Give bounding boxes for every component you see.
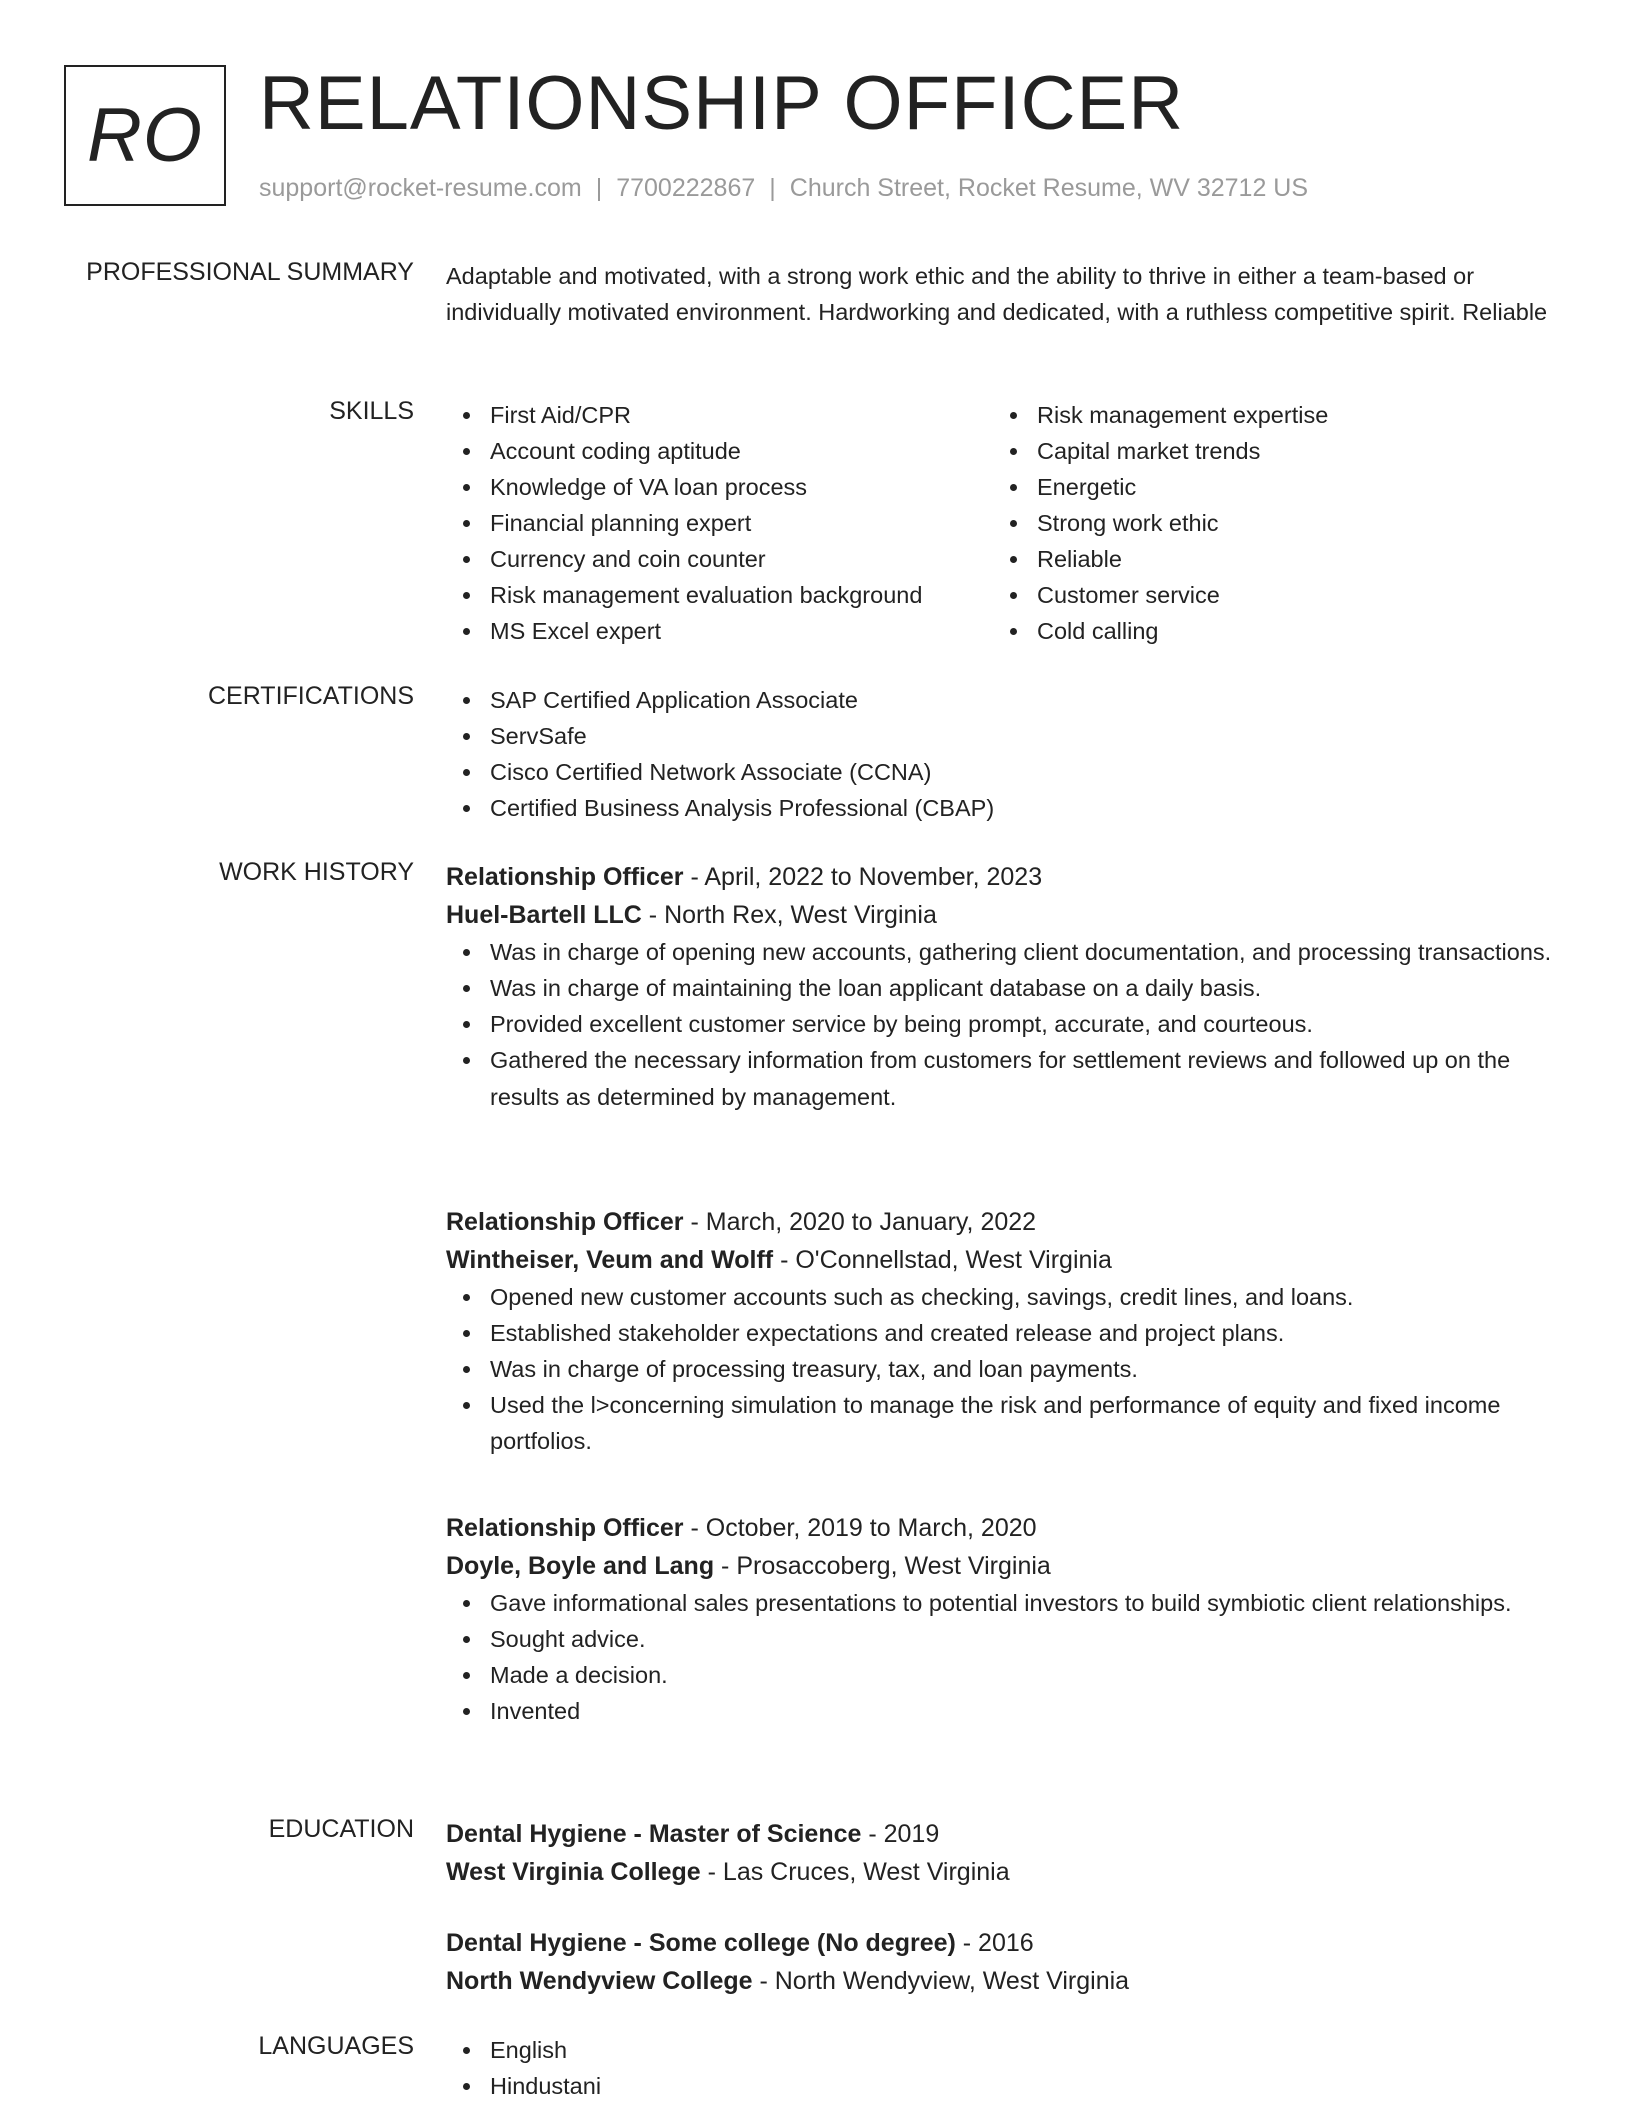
education-degree: Dental Hygiene - Some college (No degree) <box>446 1929 956 1957</box>
job-bullet: Invented <box>446 1693 1566 1729</box>
education-location: - Las Cruces, West Virginia <box>700 1858 1010 1886</box>
skill-item: Capital market trends <box>993 433 1540 469</box>
education-school: West Virginia College <box>446 1858 701 1886</box>
certification-item: Certified Business Analysis Professional (CBAP) <box>446 790 1566 826</box>
job-dates: - April, 2022 to November, 2023 <box>683 863 1043 891</box>
certifications-list <box>446 682 1566 826</box>
job-bullet: Was in charge of maintaining the loan applicant database on a daily basis. <box>446 970 1566 1006</box>
job-company-line <box>446 1241 1566 1279</box>
skill-item: Customer service <box>993 577 1540 613</box>
job-bullet: Provided excellent customer service by being prompt, accurate, and courteous. <box>446 1006 1566 1042</box>
candidate-name: RELATIONSHIP OFFICER <box>259 61 1185 146</box>
job-dates: - October, 2019 to March, 2020 <box>683 1514 1037 1542</box>
job-dates: - March, 2020 to January, 2022 <box>683 1208 1037 1236</box>
skill-item: Cold calling <box>993 613 1540 649</box>
education-location: - North Wendyview, West Virginia <box>752 1967 1130 1995</box>
education-year: - 2019 <box>861 1820 940 1848</box>
skill-item: Account coding aptitude <box>446 433 993 469</box>
job-bullet: Was in charge of processing treasury, tax, and loan payments. <box>446 1351 1566 1387</box>
skill-item: Reliable <box>993 541 1540 577</box>
job-bullet: Established stakeholder expectations and created release and project plans. <box>446 1315 1566 1351</box>
job-bullets <box>446 934 1566 1116</box>
job-title: Relationship Officer <box>446 1208 684 1236</box>
monogram-box <box>64 65 226 206</box>
job-location: - Prosaccoberg, West Virginia <box>714 1552 1051 1580</box>
job-bullet: Used the l>concerning simulation to manage the risk and performance of equity and fixed income portfolios. <box>446 1387 1566 1459</box>
skill-item: Currency and coin counter <box>446 541 993 577</box>
skills-list-left <box>446 397 993 649</box>
job-company-line <box>446 1547 1566 1585</box>
job-location: - North Rex, West Virginia <box>641 901 937 929</box>
job-bullet: Was in charge of opening new accounts, gathering client documentation, and processing transactions. <box>446 934 1566 970</box>
skill-item: Risk management evaluation background <box>446 577 993 613</box>
languages-list <box>446 2032 1566 2104</box>
education-year: - 2016 <box>955 1929 1034 1957</box>
education-degree: Dental Hygiene - Master of Science <box>446 1820 862 1848</box>
certification-item: Cisco Certified Network Associate (CCNA) <box>446 754 1566 790</box>
job-bullets <box>446 1585 1566 1729</box>
job-company-line <box>446 896 1566 934</box>
contact-address: Church Street, Rocket Resume, WV 32712 US <box>789 174 1309 202</box>
education-school-line <box>446 1962 1566 2000</box>
job-bullet: Gathered the necessary information from customers for settlement reviews and followed up on the results as determined by management. <box>446 1042 1566 1116</box>
education-degree-line <box>446 1924 1566 1962</box>
contact-separator: | <box>769 174 776 202</box>
summary-text: Adaptable and motivated, with a strong work ethic and the ability to thrive in either a team-based or individually motivated environment. Hardworking and dedicated, with a ruthless competitive spirit. Reliable <box>446 263 1548 325</box>
job-bullet: Gave informational sales presentations to potential investors to build symbiotic client relationships. <box>446 1585 1566 1621</box>
education-degree-line <box>446 1815 1566 1853</box>
job-company: Huel-Bartell LLC <box>446 901 642 929</box>
job-company: Doyle, Boyle and Lang <box>446 1552 715 1580</box>
monogram-initials: RO <box>87 93 203 178</box>
certification-item: ServSafe <box>446 718 1566 754</box>
language-item: Hindustani <box>446 2068 1566 2104</box>
section-heading-certifications: CERTIFICATIONS <box>207 682 414 710</box>
job-title: Relationship Officer <box>446 1514 684 1542</box>
skill-item: MS Excel expert <box>446 613 993 649</box>
section-heading-work-history: WORK HISTORY <box>219 858 414 886</box>
job-title: Relationship Officer <box>446 863 684 891</box>
job-bullet: Opened new customer accounts such as checking, savings, credit lines, and loans. <box>446 1279 1566 1315</box>
skill-item: Strong work ethic <box>993 505 1540 541</box>
skill-item: Risk management expertise <box>993 397 1540 433</box>
contact-separator: | <box>595 174 603 202</box>
section-heading-education: EDUCATION <box>268 1815 414 1843</box>
skill-item: Knowledge of VA loan process <box>446 469 993 505</box>
section-heading-skills: SKILLS <box>329 397 414 425</box>
job-title-line <box>446 1509 1566 1547</box>
skill-item: Financial planning expert <box>446 505 993 541</box>
education-school: North Wendyview College <box>446 1967 753 1995</box>
certification-item: SAP Certified Application Associate <box>446 682 1566 718</box>
job-bullet: Made a decision. <box>446 1657 1566 1693</box>
job-title-line <box>446 858 1566 896</box>
skill-item: Energetic <box>993 469 1540 505</box>
skill-item: First Aid/CPR <box>446 397 993 433</box>
skills-list-right <box>993 397 1540 649</box>
education-school-line <box>446 1853 1566 1891</box>
job-bullets <box>446 1279 1566 1459</box>
section-heading-languages: LANGUAGES <box>258 2032 414 2060</box>
section-heading-summary: PROFESSIONAL SUMMARY <box>86 258 414 286</box>
contact-email: support@rocket-resume.com <box>259 174 582 202</box>
job-location: - O'Connellstad, West Virginia <box>773 1246 1112 1274</box>
contact-phone: 7700222867 <box>616 174 756 202</box>
job-title-line <box>446 1203 1566 1241</box>
contact-line <box>259 174 1308 203</box>
language-item: English <box>446 2032 1566 2068</box>
job-company: Wintheiser, Veum and Wolff <box>446 1246 774 1274</box>
job-bullet: Sought advice. <box>446 1621 1566 1657</box>
